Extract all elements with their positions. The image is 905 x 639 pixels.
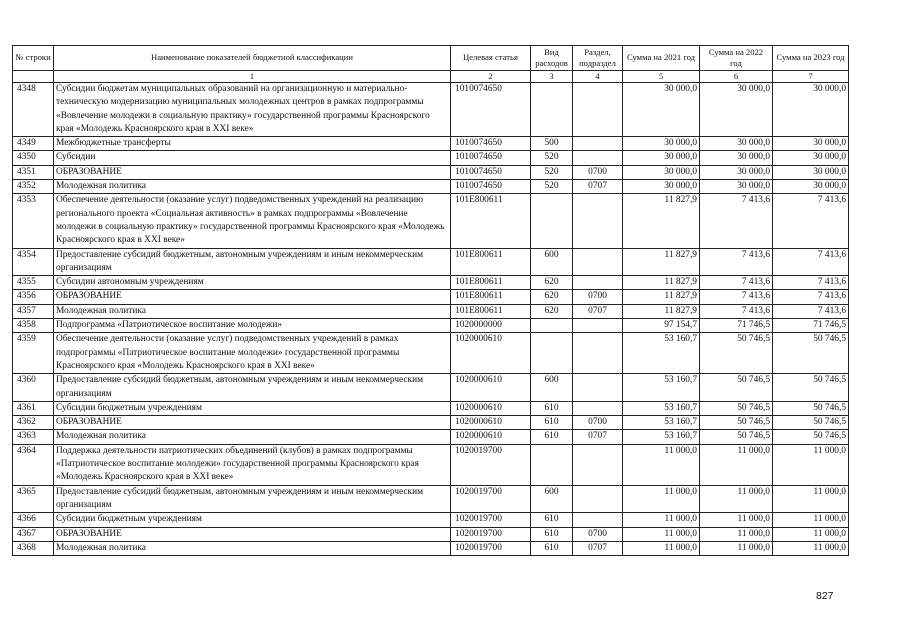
row-sum-2023: 50 746,5 bbox=[773, 430, 849, 444]
row-section: 0707 bbox=[573, 430, 623, 444]
row-number: 4348 bbox=[13, 83, 54, 137]
row-expense-kind: 600 bbox=[531, 374, 573, 402]
row-name: Предоставление субсидий бюджетным, автономным учреждениям и иным некоммерческим организациям bbox=[54, 248, 451, 276]
row-target-article: 1010074650 bbox=[451, 151, 531, 165]
table-row bbox=[13, 513, 849, 527]
row-target-article: 1020019700 bbox=[451, 541, 531, 555]
column-number: 1 bbox=[54, 71, 451, 83]
row-number: 4368 bbox=[13, 541, 54, 555]
row-name: Субсидии bbox=[54, 151, 451, 165]
row-section bbox=[573, 151, 623, 165]
row-sum-2023: 30 000,0 bbox=[773, 137, 849, 151]
row-name: Молодежная политика bbox=[54, 304, 451, 318]
row-section bbox=[573, 374, 623, 402]
row-number: 4357 bbox=[13, 304, 54, 318]
row-name: Предоставление субсидий бюджетным, автономным учреждениям и иным некоммерческим организациям bbox=[54, 485, 451, 513]
row-number: 4362 bbox=[13, 416, 54, 430]
table-row bbox=[13, 137, 849, 151]
row-number: 4363 bbox=[13, 430, 54, 444]
row-target-article: 1020019700 bbox=[451, 527, 531, 541]
row-target-article: 101E800611 bbox=[451, 276, 531, 290]
row-target-article: 1020000610 bbox=[451, 333, 531, 374]
header-expense-kind: Вид расходов bbox=[531, 46, 573, 71]
row-sum-2022: 7 413,6 bbox=[700, 290, 773, 304]
row-number: 4358 bbox=[13, 319, 54, 333]
row-expense-kind bbox=[531, 444, 573, 485]
row-name: ОБРАЗОВАНИЕ bbox=[54, 290, 451, 304]
row-name: ОБРАЗОВАНИЕ bbox=[54, 527, 451, 541]
row-name: Обеспечение деятельности (оказание услуг) подведомственных учреждений в рамках подпрограммы «Патриотическое воспитание молодежи» государственной программы Красноярского края «Молодежь Красноярского края в XXI веке» bbox=[54, 333, 451, 374]
row-expense-kind: 610 bbox=[531, 401, 573, 415]
row-sum-2023: 50 746,5 bbox=[773, 401, 849, 415]
row-section bbox=[573, 513, 623, 527]
row-name: Субсидии бюджетным учреждениям bbox=[54, 401, 451, 415]
row-sum-2022: 71 746,5 bbox=[700, 319, 773, 333]
header-row-number: № строки bbox=[13, 46, 54, 71]
row-sum-2021: 53 160,7 bbox=[623, 333, 700, 374]
row-number: 4366 bbox=[13, 513, 54, 527]
row-name: Обеспечение деятельности (оказание услуг) подведомственных учреждений на реализацию регионального проекта «Социальная активность» в рамках подпрограммы «Вовлечение молодежи в социальную практику» государственной программы Красноярского края «Молодежь Красноярского края в XXI веке» bbox=[54, 194, 451, 248]
table-row bbox=[13, 151, 849, 165]
row-sum-2023: 7 413,6 bbox=[773, 194, 849, 248]
table-row bbox=[13, 290, 849, 304]
page-number: 827 bbox=[816, 590, 834, 602]
row-target-article: 101E800611 bbox=[451, 194, 531, 248]
row-expense-kind: 610 bbox=[531, 416, 573, 430]
row-sum-2021: 11 827,9 bbox=[623, 248, 700, 276]
row-target-article: 101E800611 bbox=[451, 290, 531, 304]
row-number: 4354 bbox=[13, 248, 54, 276]
row-sum-2022: 50 746,5 bbox=[700, 430, 773, 444]
row-sum-2021: 53 160,7 bbox=[623, 401, 700, 415]
row-name: Молодежная политика bbox=[54, 180, 451, 194]
header-sum-2021: Сумма на 2021 год bbox=[623, 46, 700, 71]
row-target-article: 1020000610 bbox=[451, 374, 531, 402]
row-sum-2023: 11 000,0 bbox=[773, 527, 849, 541]
header-row bbox=[13, 46, 849, 71]
row-expense-kind: 600 bbox=[531, 485, 573, 513]
header-indicator-name: Наименование показателей бюджетной классификации bbox=[54, 46, 451, 71]
row-sum-2022: 30 000,0 bbox=[700, 180, 773, 194]
row-sum-2021: 30 000,0 bbox=[623, 180, 700, 194]
row-name: ОБРАЗОВАНИЕ bbox=[54, 165, 451, 179]
row-expense-kind bbox=[531, 333, 573, 374]
column-number: 3 bbox=[531, 71, 573, 83]
row-expense-kind: 620 bbox=[531, 290, 573, 304]
row-sum-2023: 7 413,6 bbox=[773, 276, 849, 290]
row-section: 0707 bbox=[573, 304, 623, 318]
column-number: 2 bbox=[451, 71, 531, 83]
row-sum-2023: 30 000,0 bbox=[773, 180, 849, 194]
row-name: Межбюджетные трансферты bbox=[54, 137, 451, 151]
row-target-article: 1020000610 bbox=[451, 401, 531, 415]
row-number: 4355 bbox=[13, 276, 54, 290]
table-row bbox=[13, 304, 849, 318]
row-expense-kind: 600 bbox=[531, 248, 573, 276]
row-sum-2021: 30 000,0 bbox=[623, 83, 700, 137]
row-sum-2022: 11 000,0 bbox=[700, 485, 773, 513]
header-target-article: Целевая статья bbox=[451, 46, 531, 71]
row-sum-2021: 11 000,0 bbox=[623, 444, 700, 485]
row-sum-2022: 11 000,0 bbox=[700, 527, 773, 541]
column-number: 7 bbox=[773, 71, 849, 83]
row-sum-2022: 7 413,6 bbox=[700, 248, 773, 276]
table-row bbox=[13, 527, 849, 541]
row-expense-kind: 620 bbox=[531, 276, 573, 290]
row-section: 0700 bbox=[573, 165, 623, 179]
table-row bbox=[13, 541, 849, 555]
row-number: 4350 bbox=[13, 151, 54, 165]
row-sum-2022: 50 746,5 bbox=[700, 401, 773, 415]
table-row bbox=[13, 319, 849, 333]
row-sum-2022: 7 413,6 bbox=[700, 276, 773, 290]
row-section bbox=[573, 248, 623, 276]
row-section bbox=[573, 485, 623, 513]
table-row bbox=[13, 485, 849, 513]
table-row bbox=[13, 401, 849, 415]
row-target-article: 1020000610 bbox=[451, 430, 531, 444]
row-expense-kind bbox=[531, 319, 573, 333]
table-row bbox=[13, 248, 849, 276]
row-sum-2023: 50 746,5 bbox=[773, 416, 849, 430]
row-sum-2022: 11 000,0 bbox=[700, 444, 773, 485]
row-section bbox=[573, 194, 623, 248]
row-target-article: 1010074650 bbox=[451, 180, 531, 194]
row-sum-2022: 50 746,5 bbox=[700, 416, 773, 430]
row-section: 0700 bbox=[573, 527, 623, 541]
row-section bbox=[573, 83, 623, 137]
row-number: 4349 bbox=[13, 137, 54, 151]
row-section: 0707 bbox=[573, 541, 623, 555]
row-target-article: 101E800611 bbox=[451, 304, 531, 318]
row-sum-2023: 30 000,0 bbox=[773, 83, 849, 137]
table-row bbox=[13, 430, 849, 444]
row-sum-2021: 11 000,0 bbox=[623, 485, 700, 513]
table-body bbox=[13, 83, 849, 556]
row-sum-2022: 30 000,0 bbox=[700, 165, 773, 179]
row-target-article: 1010074650 bbox=[451, 137, 531, 151]
row-expense-kind: 620 bbox=[531, 304, 573, 318]
header-section: Раздел, подраздел bbox=[573, 46, 623, 71]
table-row bbox=[13, 374, 849, 402]
row-sum-2022: 30 000,0 bbox=[700, 151, 773, 165]
row-section bbox=[573, 319, 623, 333]
row-name: Поддержка деятельности патриотических объединений (клубов) в рамках подпрограммы «Патриотическое воспитание молодежи» государственной программы Красноярского края «Молодежь Красноярского края в XXI веке» bbox=[54, 444, 451, 485]
row-sum-2021: 30 000,0 bbox=[623, 165, 700, 179]
header-sum-2023: Сумма на 2023 год bbox=[773, 46, 849, 71]
row-section bbox=[573, 137, 623, 151]
row-sum-2023: 11 000,0 bbox=[773, 444, 849, 485]
row-expense-kind bbox=[531, 83, 573, 137]
row-sum-2022: 50 746,5 bbox=[700, 333, 773, 374]
column-number: 5 bbox=[623, 71, 700, 83]
row-name: Подпрограмма «Патриотическое воспитание молодежи» bbox=[54, 319, 451, 333]
row-sum-2023: 7 413,6 bbox=[773, 304, 849, 318]
row-name: Молодежная политика bbox=[54, 541, 451, 555]
row-expense-kind bbox=[531, 194, 573, 248]
row-sum-2023: 30 000,0 bbox=[773, 151, 849, 165]
row-sum-2021: 11 827,9 bbox=[623, 194, 700, 248]
table-row bbox=[13, 333, 849, 374]
row-expense-kind: 500 bbox=[531, 137, 573, 151]
row-sum-2021: 11 000,0 bbox=[623, 541, 700, 555]
row-number: 4359 bbox=[13, 333, 54, 374]
row-expense-kind: 520 bbox=[531, 165, 573, 179]
row-sum-2023: 50 746,5 bbox=[773, 333, 849, 374]
table-row bbox=[13, 416, 849, 430]
row-sum-2022: 7 413,6 bbox=[700, 304, 773, 318]
row-number: 4367 bbox=[13, 527, 54, 541]
row-number: 4361 bbox=[13, 401, 54, 415]
row-expense-kind: 610 bbox=[531, 527, 573, 541]
row-sum-2023: 7 413,6 bbox=[773, 290, 849, 304]
row-number: 4360 bbox=[13, 374, 54, 402]
row-number: 4356 bbox=[13, 290, 54, 304]
row-sum-2023: 11 000,0 bbox=[773, 485, 849, 513]
row-sum-2022: 50 746,5 bbox=[700, 374, 773, 402]
row-section: 0700 bbox=[573, 290, 623, 304]
table-row bbox=[13, 180, 849, 194]
row-name: Субсидии бюджетам муниципальных образований на организационную и материально-техническую модернизацию муниципальных молодежных центров в рамках подпрограммы «Вовлечение молодежи в социальную практику» государственной программы Красноярского края «Молодежь Красноярского края в XXI веке» bbox=[54, 83, 451, 137]
row-sum-2021: 53 160,7 bbox=[623, 374, 700, 402]
column-number: 6 bbox=[700, 71, 773, 83]
row-sum-2021: 53 160,7 bbox=[623, 430, 700, 444]
row-name: Субсидии автономным учреждениям bbox=[54, 276, 451, 290]
row-expense-kind: 520 bbox=[531, 180, 573, 194]
row-name: Предоставление субсидий бюджетным, автономным учреждениям и иным некоммерческим организациям bbox=[54, 374, 451, 402]
row-target-article: 1020019700 bbox=[451, 444, 531, 485]
row-sum-2021: 30 000,0 bbox=[623, 137, 700, 151]
row-name: Субсидии бюджетным учреждениям bbox=[54, 513, 451, 527]
column-number: 4 bbox=[573, 71, 623, 83]
table-row bbox=[13, 276, 849, 290]
header-sum-2022: Сумма на 2022 год bbox=[700, 46, 773, 71]
row-number: 4353 bbox=[13, 194, 54, 248]
row-number: 4364 bbox=[13, 444, 54, 485]
row-sum-2023: 30 000,0 bbox=[773, 165, 849, 179]
row-sum-2023: 11 000,0 bbox=[773, 541, 849, 555]
row-sum-2021: 11 827,9 bbox=[623, 276, 700, 290]
row-section: 0700 bbox=[573, 416, 623, 430]
row-target-article: 1020000610 bbox=[451, 416, 531, 430]
row-section bbox=[573, 401, 623, 415]
row-sum-2021: 53 160,7 bbox=[623, 416, 700, 430]
row-sum-2021: 11 000,0 bbox=[623, 513, 700, 527]
row-target-article: 101E800611 bbox=[451, 248, 531, 276]
row-name: ОБРАЗОВАНИЕ bbox=[54, 416, 451, 430]
row-target-article: 1010074650 bbox=[451, 83, 531, 137]
row-sum-2022: 7 413,6 bbox=[700, 194, 773, 248]
row-sum-2021: 30 000,0 bbox=[623, 151, 700, 165]
row-sum-2023: 11 000,0 bbox=[773, 513, 849, 527]
table-row bbox=[13, 444, 849, 485]
row-target-article: 1020000000 bbox=[451, 319, 531, 333]
table-row bbox=[13, 83, 849, 137]
row-number: 4352 bbox=[13, 180, 54, 194]
column-number bbox=[13, 71, 54, 83]
row-expense-kind: 610 bbox=[531, 513, 573, 527]
row-section bbox=[573, 276, 623, 290]
row-sum-2021: 11 000,0 bbox=[623, 527, 700, 541]
row-sum-2021: 11 827,9 bbox=[623, 304, 700, 318]
row-sum-2023: 50 746,5 bbox=[773, 374, 849, 402]
row-sum-2021: 11 827,9 bbox=[623, 290, 700, 304]
row-expense-kind: 520 bbox=[531, 151, 573, 165]
row-sum-2022: 30 000,0 bbox=[700, 83, 773, 137]
row-section bbox=[573, 444, 623, 485]
row-expense-kind: 610 bbox=[531, 541, 573, 555]
row-sum-2022: 30 000,0 bbox=[700, 137, 773, 151]
row-section bbox=[573, 333, 623, 374]
row-sum-2022: 11 000,0 bbox=[700, 513, 773, 527]
row-number: 4351 bbox=[13, 165, 54, 179]
table-row bbox=[13, 165, 849, 179]
row-target-article: 1020019700 bbox=[451, 513, 531, 527]
row-name: Молодежная политика bbox=[54, 430, 451, 444]
budget-table bbox=[12, 45, 849, 556]
row-target-article: 1020019700 bbox=[451, 485, 531, 513]
row-expense-kind: 610 bbox=[531, 430, 573, 444]
row-sum-2023: 71 746,5 bbox=[773, 319, 849, 333]
row-sum-2022: 11 000,0 bbox=[700, 541, 773, 555]
column-number-row bbox=[13, 71, 849, 83]
row-section: 0707 bbox=[573, 180, 623, 194]
row-number: 4365 bbox=[13, 485, 54, 513]
row-sum-2023: 7 413,6 bbox=[773, 248, 849, 276]
row-sum-2021: 97 154,7 bbox=[623, 319, 700, 333]
row-target-article: 1010074650 bbox=[451, 165, 531, 179]
table-row bbox=[13, 194, 849, 248]
